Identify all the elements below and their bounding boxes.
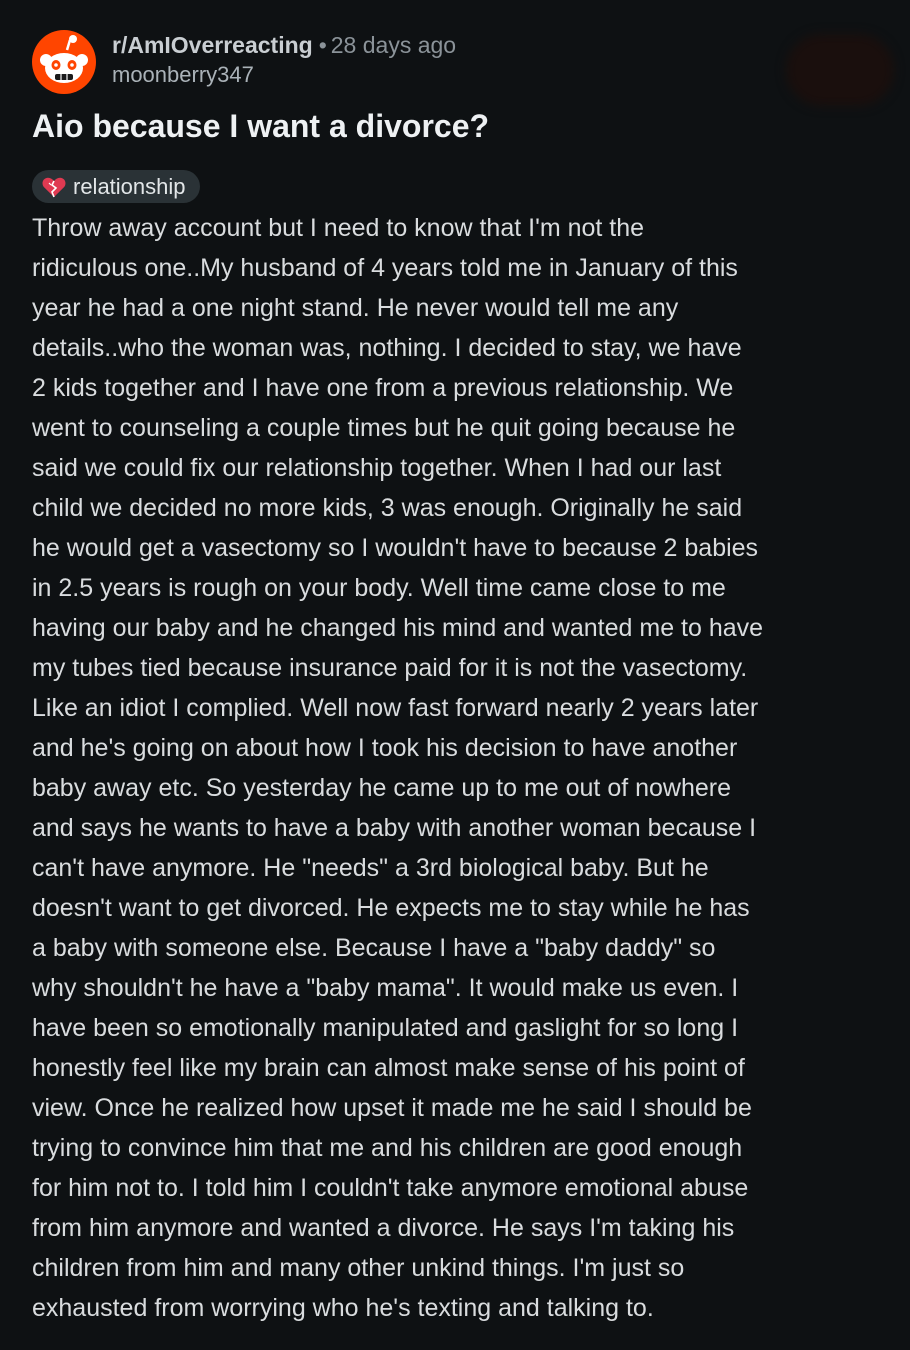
post-body-line: view. Once he realized how upset it made me he said I should be (32, 1094, 752, 1122)
post-title: Aio because I want a divorce? (32, 108, 490, 144)
post-body-line: and he's going on about how I took his decision to have another (32, 734, 738, 762)
post-body-line: for him not to. I told him I couldn't take anymore emotional abuse (32, 1174, 749, 1202)
meta-row (112, 30, 456, 60)
subreddit-link[interactable]: r/AmIOverreacting (112, 32, 313, 58)
post-body-line: trying to convince him that me and his children are good enough (32, 1134, 743, 1162)
post-meta (112, 30, 456, 94)
meta-separator: • (318, 32, 327, 58)
post-body-line: have been so emotionally manipulated and gaslight for so long I (32, 1014, 739, 1042)
post-body-line: my tubes tied because insurance paid for it is not the vasectomy. (32, 654, 748, 682)
post-body-line: went to counseling a couple times but he quit going because he (32, 414, 736, 442)
redacted-blur (786, 34, 894, 106)
post-body-line: from him anymore and wanted a divorce. He says I'm taking his (32, 1214, 735, 1242)
post-body-line: doesn't want to get divorced. He expects me to stay while he has (32, 894, 750, 922)
subreddit-avatar[interactable] (32, 30, 96, 94)
post-body-line: ridiculous one..My husband of 4 years told me in January of this (32, 254, 738, 282)
post-body-line: details..who the woman was, nothing. I decided to stay, we have (32, 334, 742, 362)
post-body-line: child we decided no more kids, 3 was enough. Originally he said (32, 494, 743, 522)
author-username[interactable]: moonberry347 (112, 62, 254, 87)
post-body-line: and says he wants to have a baby with another woman because I (32, 814, 757, 842)
post-body-line: children from him and many other unkind things. I'm just so (32, 1254, 685, 1282)
heart-mending-icon (42, 176, 66, 198)
snoo-avatar-icon (32, 30, 96, 94)
post-body-line: Throw away account but I need to know that I'm not the (32, 214, 645, 242)
post-age: 28 days ago (330, 32, 457, 58)
post-body-line: exhausted from worrying who he's texting and talking to. (32, 1294, 654, 1322)
post-body-line: a baby with someone else. Because I have a "baby daddy" so (32, 934, 716, 962)
flair-label: relationship (73, 174, 186, 199)
post-body-line: why shouldn't he have a "baby mama". It would make us even. I (32, 974, 739, 1002)
post-body-line: baby away etc. So yesterday he came up to me out of nowhere (32, 774, 732, 802)
post-body-line: year he had a one night stand. He never would tell me any (32, 294, 679, 322)
post-flair[interactable] (32, 170, 200, 203)
post-body-line: Like an idiot I complied. Well now fast forward nearly 2 years later (32, 694, 759, 722)
post-body (32, 208, 892, 1328)
post-body-line: having our baby and he changed his mind and wanted me to have (32, 614, 764, 642)
post-body-line: honestly feel like my brain can almost make sense of his point of (32, 1054, 745, 1082)
post-body-line: he would get a vasectomy so I wouldn't have to because 2 babies (32, 534, 759, 562)
post-body-line: can't have anymore. He "needs" a 3rd biological baby. But he (32, 854, 709, 882)
post-body-line: said we could fix our relationship together. When I had our last (32, 454, 722, 482)
post-body-line: 2 kids together and I have one from a previous relationship. We (32, 374, 734, 402)
post-body-line: in 2.5 years is rough on your body. Well time came close to me (32, 574, 726, 602)
